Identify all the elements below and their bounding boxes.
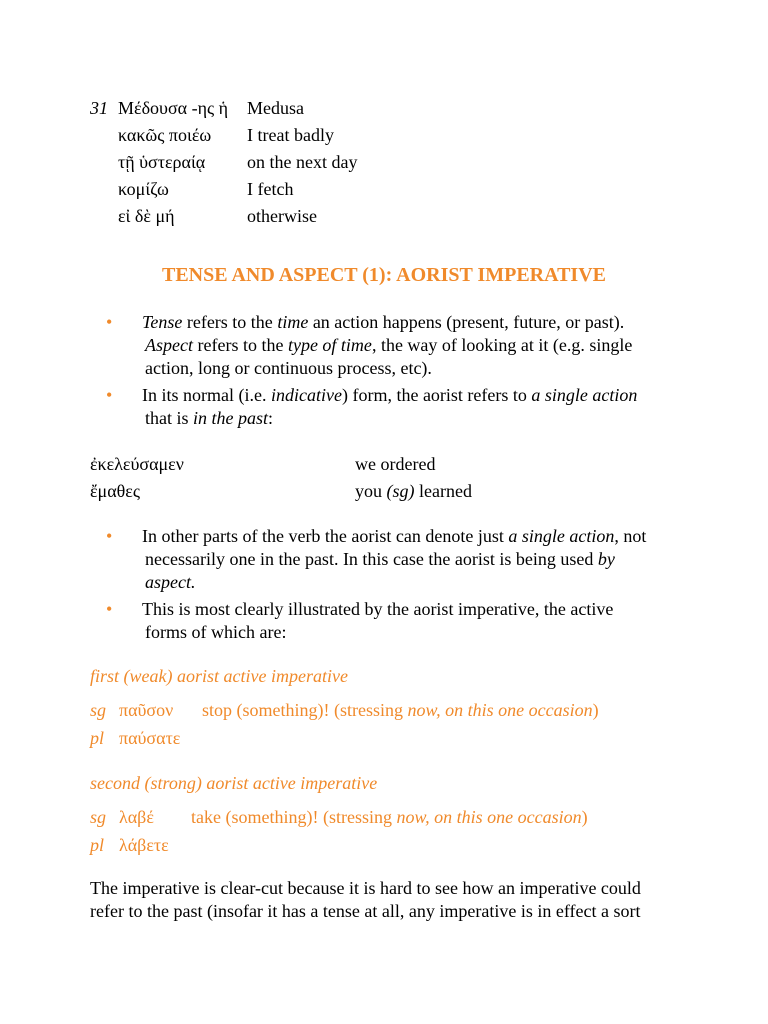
text-run: refers to the (192, 335, 288, 355)
bullet-line (144, 384, 678, 407)
bullet-line (144, 525, 678, 548)
term-by: by (597, 549, 615, 569)
second-aorist-plural-form: λάβετε (119, 835, 169, 855)
text-run: In other parts of the verb the aorist can denote just (142, 526, 509, 546)
text-run: stop (something)! (stressing (202, 700, 408, 720)
text-run: take (something)! (stressing (191, 807, 397, 827)
first-aorist-section (90, 664, 599, 754)
text-run: necessarily one in the past. In this case the aorist is being used (145, 549, 598, 569)
second-aorist-section (90, 771, 588, 861)
bullet-line (144, 407, 678, 430)
example-english (355, 452, 435, 476)
paragraph-line: refer to the past (insofar it has a tense at all, any imperative is in effect a sort (90, 901, 641, 921)
bullet-item (108, 598, 678, 644)
bullet-marker: • (106, 599, 113, 619)
first-aorist-title: first (weak) aorist active imperative (90, 666, 348, 686)
vocab-greek: κακῶς ποιέω (118, 125, 212, 145)
text-run: now, on this one occasion (407, 700, 593, 720)
vocab-english: Medusa (247, 98, 304, 118)
term-single-action: a single action (531, 385, 638, 405)
vocab-english: on the next day (247, 152, 358, 172)
vocab-greek: Μέδουσα -ης ἡ (118, 98, 229, 118)
first-aorist-gloss (202, 698, 599, 722)
text-run: now, on this one occasion (396, 807, 582, 827)
second-aorist-plural-row (90, 833, 377, 861)
text-run: , the way of looking at it (e.g. single (371, 335, 633, 355)
bullet-marker: • (106, 312, 113, 332)
text-run: ) (581, 807, 588, 827)
number-label-singular: sg (90, 700, 107, 720)
number-label-plural: pl (90, 728, 105, 748)
vocab-greek: κομίζω (118, 179, 169, 199)
closing-paragraph (90, 877, 680, 923)
bullet-line: This is most clearly illustrated by the aorist imperative, the active (142, 599, 614, 619)
text-run: learned (414, 481, 472, 501)
term-in-the-past: in the past (193, 408, 268, 428)
section-number: 31 (90, 98, 108, 118)
text-run: you (355, 481, 387, 501)
term-aspect: Aspect (145, 335, 193, 355)
bullet-item (108, 525, 678, 594)
bullet-line (144, 571, 678, 594)
second-aorist-singular-form: λαβέ (119, 807, 154, 827)
text-run: ) (592, 700, 599, 720)
bullet-line (144, 548, 678, 571)
bullet-line (144, 311, 678, 334)
term-aspect: aspect. (145, 572, 196, 592)
first-aorist-singular-form: παῦσον (119, 700, 174, 720)
bullet-line (144, 334, 678, 357)
bullet-marker: • (106, 526, 113, 546)
bullet-item (108, 384, 678, 430)
text-run: refers to the (182, 312, 278, 332)
bullet-item (108, 311, 678, 380)
number-label-plural: pl (90, 835, 105, 855)
example-greek: ἐκελεύσαμεν (90, 454, 184, 474)
text-run: we ordered (355, 454, 436, 474)
bullet-list-aspect (108, 525, 678, 648)
text-run: an action happens (present, future, or past). (308, 312, 625, 332)
term-type-of-time: type of time (287, 335, 372, 355)
vocab-english: otherwise (247, 206, 317, 226)
term-indicative: indicative (270, 385, 342, 405)
term-time: time (277, 312, 309, 332)
number-label-singular: sg (90, 807, 107, 827)
text-run: that is (145, 408, 193, 428)
text-run: : (268, 408, 274, 428)
paragraph-line: The imperative is clear-cut because it is hard to see how an imperative could (90, 878, 641, 898)
second-aorist-singular-row (90, 805, 588, 833)
first-aorist-plural-row (90, 726, 348, 754)
example-english (355, 479, 472, 503)
bullet-marker: • (106, 385, 113, 405)
example-greek: ἔμαθες (90, 481, 140, 501)
bullet-line: action, long or continuous process, etc). (145, 358, 432, 378)
first-aorist-plural-form: παύσατε (119, 728, 181, 748)
term-tense: Tense (142, 312, 183, 332)
text-run: (sg) (386, 481, 415, 501)
first-aorist-singular-row (90, 698, 599, 726)
text-run: In its normal (i.e. (142, 385, 271, 405)
term-single-action: a single action (508, 526, 615, 546)
text-run: , not (614, 526, 647, 546)
section-heading: TENSE AND ASPECT (1): AORIST IMPERATIVE (162, 264, 606, 286)
bullet-list-intro (108, 311, 678, 434)
second-aorist-gloss (191, 805, 588, 829)
vocab-english: I fetch (247, 179, 294, 199)
vocab-greek: εἰ δὲ μή (118, 206, 175, 226)
bullet-line: forms of which are: (145, 622, 287, 642)
vocab-greek: τῇ ὑστεραίᾳ (118, 152, 206, 172)
vocab-english: I treat badly (247, 125, 334, 145)
second-aorist-title: second (strong) aorist active imperative (90, 773, 378, 793)
text-run: ) form, the aorist refers to (341, 385, 532, 405)
